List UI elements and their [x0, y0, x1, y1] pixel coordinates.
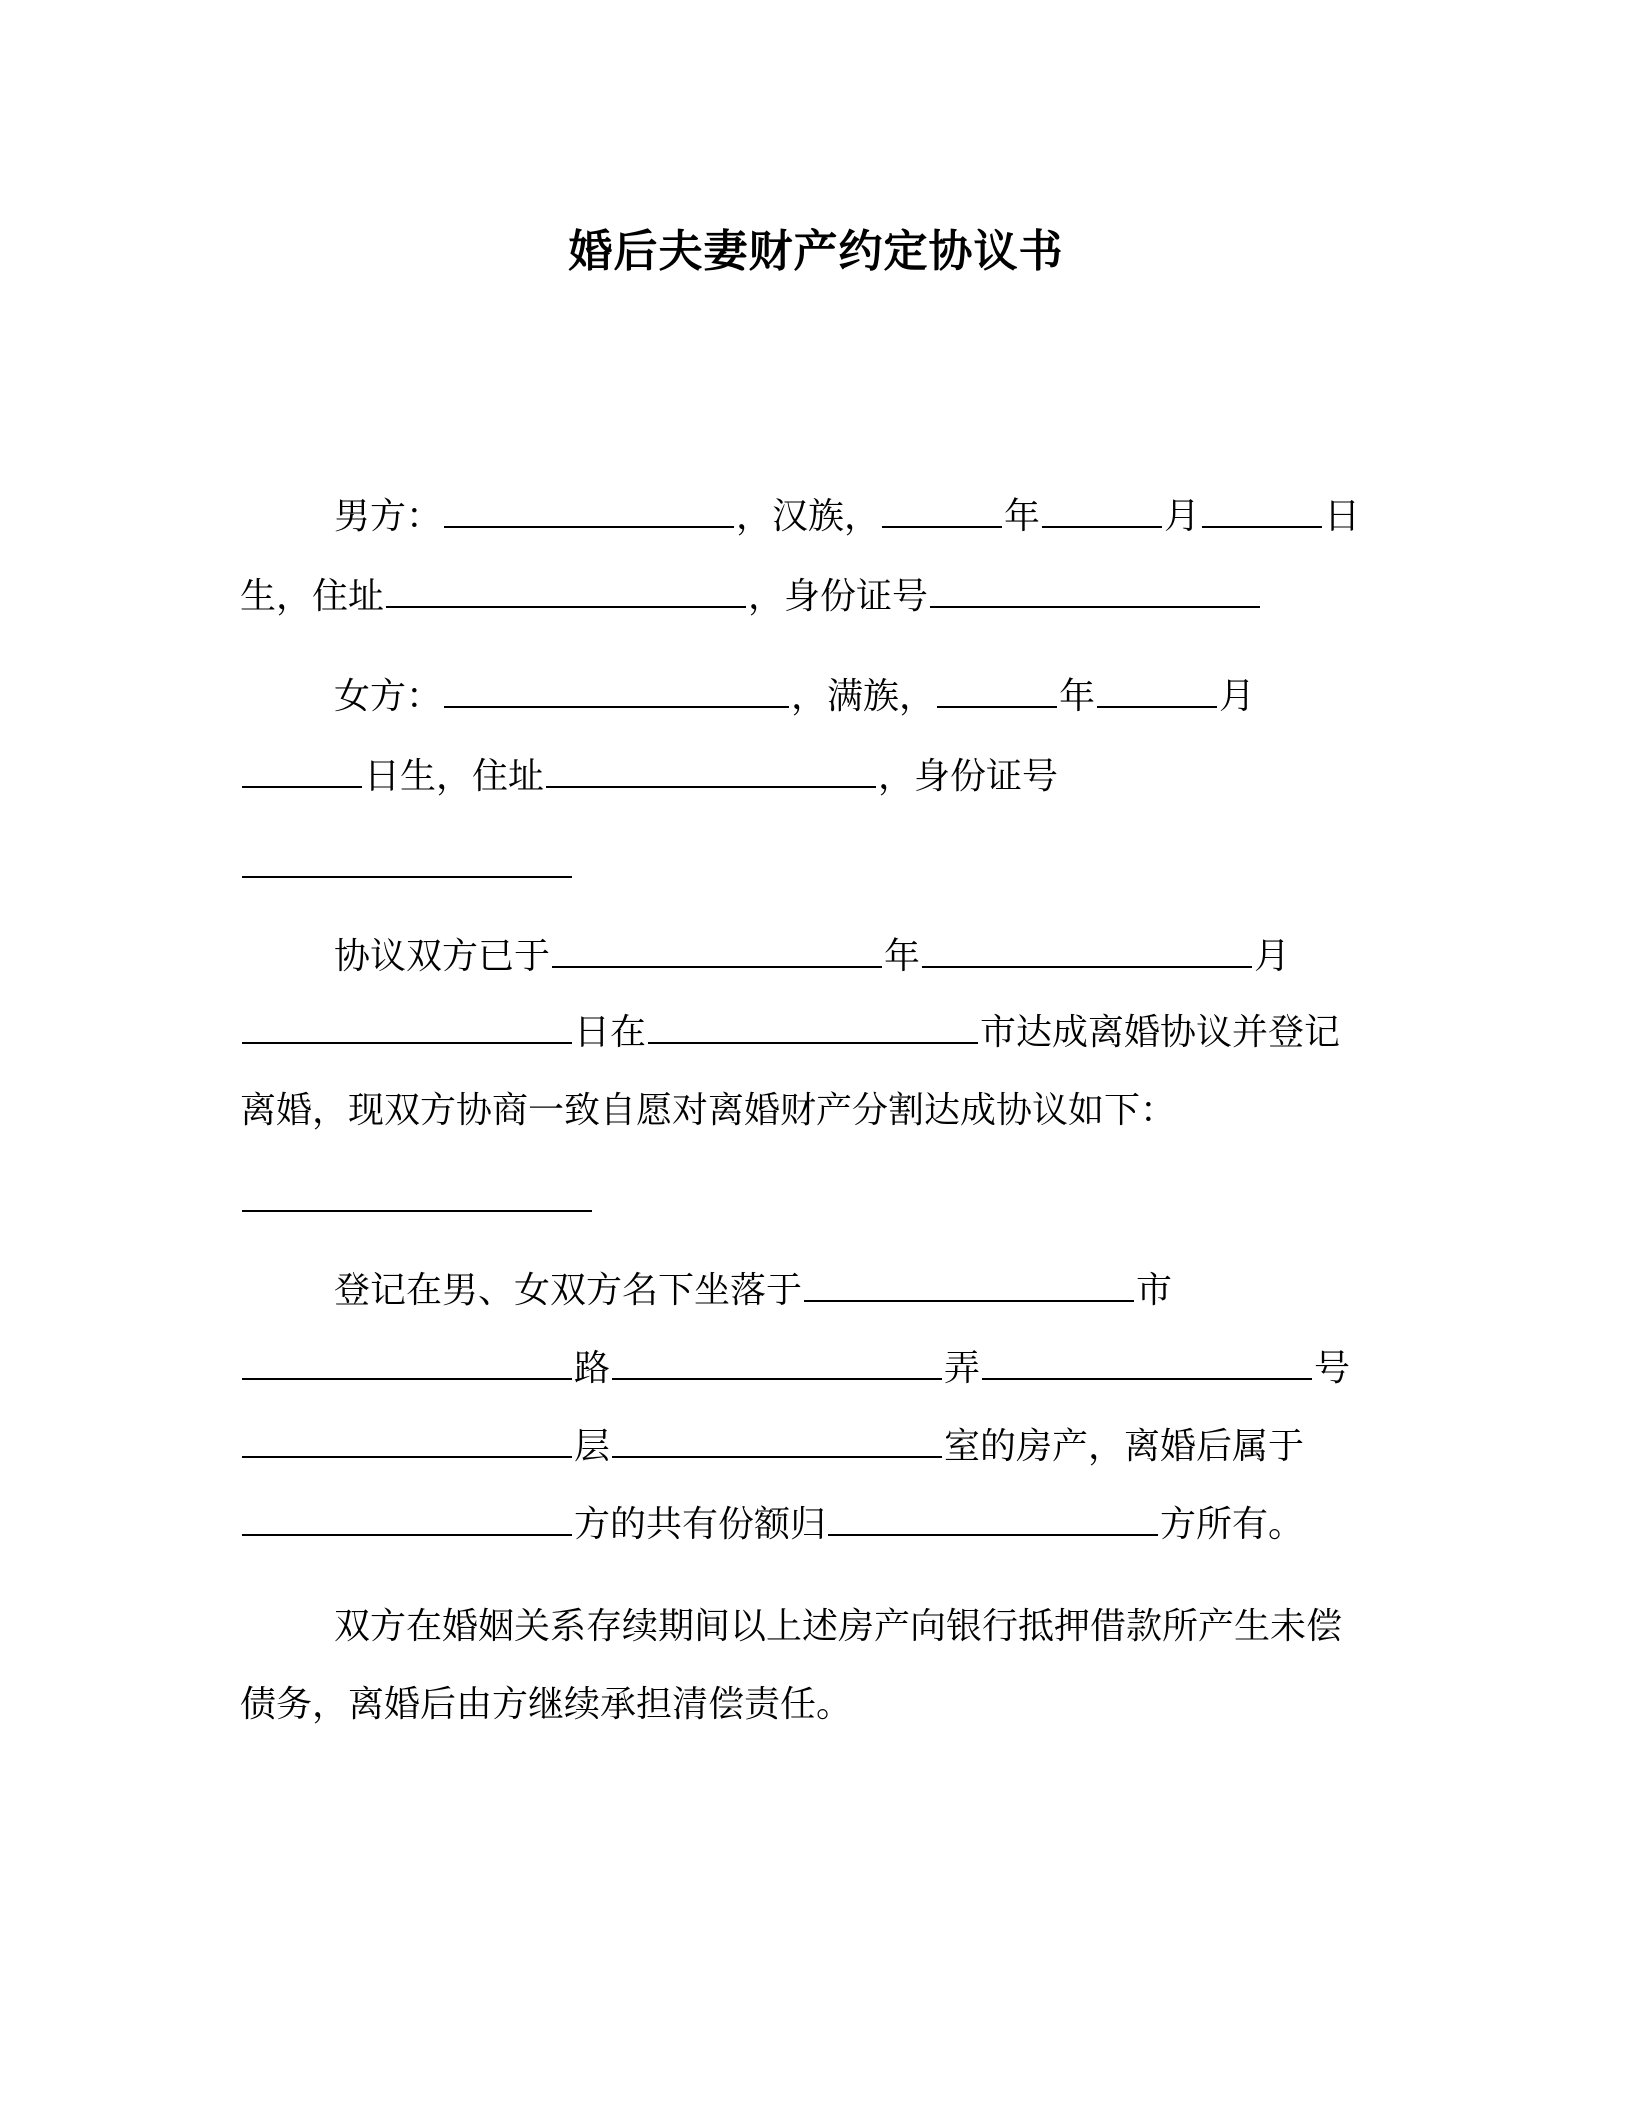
male-year-blank[interactable]: [882, 496, 1002, 528]
female-line-1: [334, 672, 1255, 722]
female-address-blank[interactable]: [546, 756, 876, 788]
female-id-label: ，身份证号: [878, 756, 1059, 797]
property-owner-text: 方所有。: [1160, 1504, 1305, 1545]
document-title: 婚后夫妻财产约定协议书: [568, 226, 1064, 277]
property-share-text: 方的共有份额归: [574, 1504, 827, 1545]
female-name-blank[interactable]: [444, 676, 789, 708]
agreement-line-4: [240, 1176, 594, 1226]
male-id-blank[interactable]: [930, 576, 1260, 608]
male-month-blank[interactable]: [1042, 496, 1162, 528]
female-line-2: [240, 752, 1058, 802]
property-line-2: [240, 1344, 1350, 1394]
female-day-blank[interactable]: [242, 756, 362, 788]
property-lane-blank[interactable]: [612, 1348, 942, 1380]
debt-line-1: [334, 1602, 1342, 1652]
male-line-2: [240, 572, 1262, 622]
property-number-blank[interactable]: [982, 1348, 1312, 1380]
female-year-label: 年: [1059, 676, 1096, 717]
property-city-label: 市: [1136, 1270, 1173, 1311]
agreement-month-label: 月: [1254, 936, 1291, 977]
female-id-blank[interactable]: [242, 846, 572, 878]
male-address-label: 生，住址: [240, 576, 385, 617]
male-label: 男方：: [334, 496, 443, 537]
property-intro: 登记在男、女双方名下坐落于: [334, 1270, 803, 1311]
male-name-blank[interactable]: [444, 496, 734, 528]
agreement-day-blank[interactable]: [242, 1012, 572, 1044]
male-ethnicity: ，汉族，: [736, 496, 881, 537]
female-year-blank[interactable]: [937, 676, 1057, 708]
agreement-year-blank[interactable]: [552, 936, 882, 968]
agreement-city-blank[interactable]: [648, 1012, 978, 1044]
property-number-label: 号: [1314, 1348, 1351, 1389]
property-owner-blank[interactable]: [828, 1504, 1158, 1536]
agreement-month-blank[interactable]: [922, 936, 1252, 968]
male-day-label: 日: [1324, 496, 1361, 537]
property-line-3: [240, 1422, 1304, 1472]
male-address-blank[interactable]: [386, 576, 746, 608]
agreement-year-label: 年: [884, 936, 921, 977]
male-id-label: ，身份证号: [748, 576, 929, 617]
female-month-blank[interactable]: [1097, 676, 1217, 708]
debt-statement-2: 债务，离婚后由方继续承担清偿责任。: [240, 1684, 853, 1725]
agreement-statement: 离婚，现双方协商一致自愿对离婚财产分割达成协议如下：: [240, 1090, 1177, 1131]
property-road-label: 路: [574, 1348, 611, 1389]
male-line-1: [334, 492, 1360, 542]
agreement-line-2: [240, 1008, 1340, 1058]
agreement-day-label: 日在: [574, 1012, 647, 1053]
agreement-line-1: [334, 932, 1290, 982]
property-city-blank[interactable]: [804, 1270, 1134, 1302]
property-floor-blank[interactable]: [242, 1426, 572, 1458]
agreement-line-3: [240, 1086, 1176, 1136]
property-line-1: [334, 1266, 1172, 1316]
female-address-label: 日生，住址: [364, 756, 545, 797]
female-ethnicity: ，满族，: [791, 676, 936, 717]
female-line-3: [240, 842, 574, 892]
debt-statement-1: 双方在婚姻关系存续期间以上述房产向银行抵押借款所产生未偿: [334, 1606, 1343, 1647]
agreement-content-blank[interactable]: [242, 1180, 592, 1212]
female-label: 女方：: [334, 676, 443, 717]
male-day-blank[interactable]: [1202, 496, 1322, 528]
property-room-text: 室的房产，离婚后属于: [944, 1426, 1305, 1467]
property-line-4: [240, 1500, 1304, 1550]
male-month-label: 月: [1164, 496, 1201, 537]
property-party-blank[interactable]: [242, 1504, 572, 1536]
property-floor-label: 层: [574, 1426, 611, 1467]
male-year-label: 年: [1004, 496, 1041, 537]
female-month-label: 月: [1219, 676, 1256, 717]
agreement-city-text: 市达成离婚协议并登记: [980, 1012, 1341, 1053]
property-road-blank[interactable]: [242, 1348, 572, 1380]
property-room-blank[interactable]: [612, 1426, 942, 1458]
property-lane-label: 弄: [944, 1348, 981, 1389]
debt-line-2: [240, 1680, 852, 1730]
agreement-intro: 协议双方已于: [334, 936, 551, 977]
